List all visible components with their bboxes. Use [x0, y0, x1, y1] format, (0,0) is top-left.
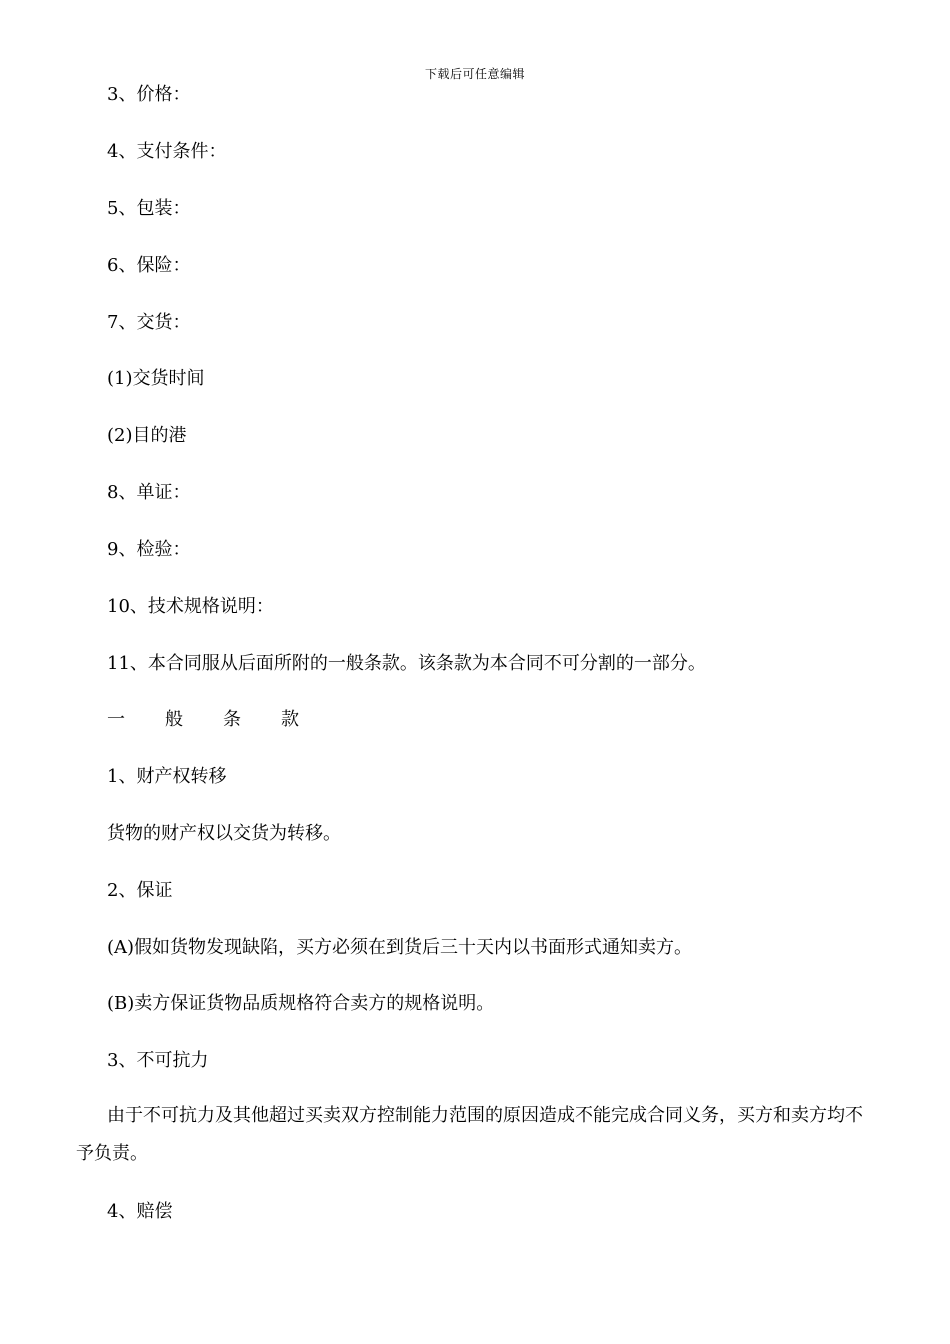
- clause-title-compensation: 4、赔偿: [107, 1201, 173, 1222]
- clause-text-warranty-b: (B)卖方保证货物品质规格符合卖方的规格说明。: [107, 993, 495, 1014]
- item-packing: 5、包装：: [107, 198, 191, 219]
- item-technical-specs: 10、技术规格说明：: [107, 596, 274, 617]
- item-delivery: 7、交货：: [107, 312, 191, 333]
- clause-title-property-transfer: 1、财产权转移: [107, 766, 227, 787]
- clause-title-warranty: 2、保证: [107, 880, 173, 901]
- heading-char: 条: [223, 709, 241, 730]
- item-insurance: 6、保险：: [107, 255, 191, 276]
- header-note: 下载后可任意编辑: [424, 67, 525, 81]
- item-destination-port: (2)目的港: [107, 425, 187, 446]
- clause-text-property-transfer: 货物的财产权以交货为转移。: [107, 823, 341, 844]
- heading-char: 款: [281, 709, 299, 730]
- heading-char: 般: [165, 709, 183, 730]
- general-terms-heading: [107, 709, 339, 731]
- clause-title-force-majeure: 3、不可抗力: [107, 1050, 209, 1071]
- item-delivery-time: (1)交货时间: [107, 368, 205, 389]
- heading-char: 一: [107, 709, 125, 730]
- clause-text-force-majeure: 由于不可抗力及其他超过买卖双方控制能力范围的原因造成不能完成合同义务，买方和卖方均不予负责。: [76, 1105, 863, 1164]
- item-price: 3、价格：: [107, 84, 191, 105]
- item-payment-terms: 4、支付条件：: [107, 141, 227, 162]
- clause-text-warranty-a: (A)假如货物发现缺陷，买方必须在到货后三十天内以书面形式通知卖方。: [107, 937, 693, 958]
- item-documents: 8、单证：: [107, 482, 191, 503]
- item-general-terms-clause: 11、本合同服从后面所附的一般条款。该条款为本合同不可分割的一部分。: [107, 653, 706, 674]
- item-inspection: 9、检验：: [107, 539, 191, 560]
